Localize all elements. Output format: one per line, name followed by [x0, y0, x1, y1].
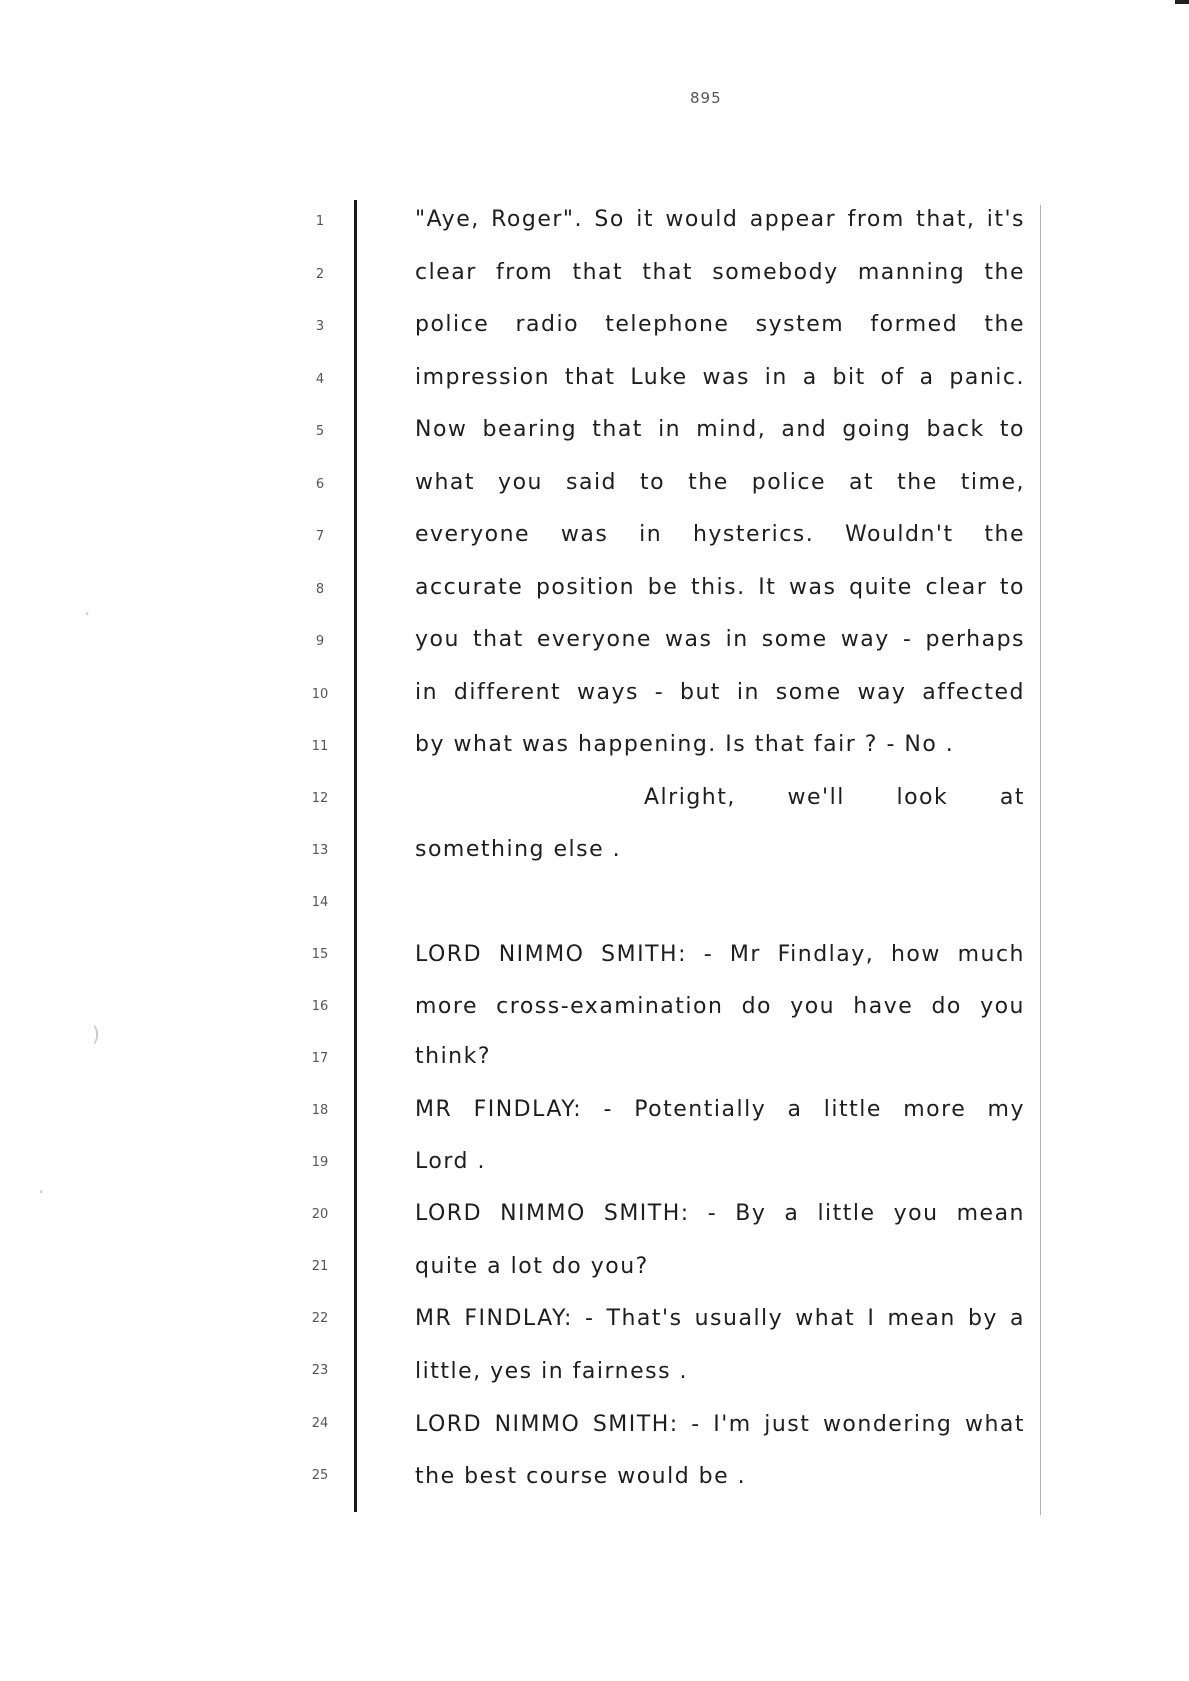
- transcript-line: the best course would be .: [415, 1464, 747, 1489]
- line-number: 17: [311, 1051, 329, 1066]
- scan-artifact: ·: [38, 1180, 45, 1204]
- line-number: 18: [311, 1103, 329, 1118]
- line-number: 1: [315, 214, 325, 229]
- transcript-line: impression that Luke was in a bit of a panic.: [415, 365, 1025, 390]
- transcript-line: something else .: [415, 837, 622, 862]
- line-number: 3: [315, 319, 325, 334]
- margin-rule: [354, 200, 357, 1512]
- line-number: 11: [311, 739, 329, 754]
- line-number: 8: [315, 582, 325, 597]
- transcript-line: clear from that that somebody manning the: [415, 260, 1025, 285]
- page-number: 895: [690, 89, 722, 107]
- transcript-line: think?: [415, 1044, 492, 1069]
- scan-corner-mark: [1175, 0, 1189, 4]
- transcript-line: "Aye, Roger". So it would appear from that, it's: [415, 207, 1025, 232]
- line-number: 24: [311, 1416, 329, 1431]
- line-number: 14: [311, 895, 329, 910]
- line-number: 4: [315, 372, 325, 387]
- transcript-line: Lord .: [415, 1149, 486, 1174]
- line-number: 22: [311, 1311, 329, 1326]
- line-number: 2: [315, 267, 325, 282]
- transcript-line: you that everyone was in some way - perhaps: [415, 627, 1025, 652]
- line-number: 6: [315, 477, 325, 492]
- line-number: 9: [315, 634, 325, 649]
- line-number: 16: [311, 999, 329, 1014]
- line-number: 7: [315, 529, 325, 544]
- transcript-line: by what was happening. Is that fair ? - No .: [415, 732, 955, 757]
- transcript-line: Alright, we'll look at: [644, 785, 1025, 810]
- transcript-line: MR FINDLAY: - Potentially a little more my: [415, 1097, 1025, 1122]
- transcript-line: little, yes in fairness .: [415, 1359, 689, 1384]
- scan-artifact: ): [92, 1022, 100, 1046]
- transcript-line: Now bearing that in mind, and going back to: [415, 417, 1025, 442]
- line-number: 21: [311, 1259, 329, 1274]
- transcript-line: LORD NIMMO SMITH: - By a little you mean: [415, 1201, 1025, 1226]
- line-number: 10: [311, 687, 329, 702]
- line-number: 5: [315, 424, 325, 439]
- line-number: 23: [311, 1363, 329, 1378]
- line-number: 20: [311, 1207, 329, 1222]
- transcript-line: in different ways - but in some way affected: [415, 680, 1025, 705]
- right-rule: [1040, 205, 1041, 1515]
- transcript-line: MR FINDLAY: - That's usually what I mean by a: [415, 1306, 1025, 1331]
- transcript-line: what you said to the police at the time,: [415, 470, 1025, 495]
- line-number: 15: [311, 947, 329, 962]
- transcript-line: everyone was in hysterics. Wouldn't the: [415, 522, 1025, 547]
- transcript-line: police radio telephone system formed the: [415, 312, 1025, 337]
- line-number: 19: [311, 1155, 329, 1170]
- line-number: 25: [311, 1468, 329, 1483]
- line-number: 13: [311, 843, 329, 858]
- transcript-line: LORD NIMMO SMITH: - I'm just wondering what: [415, 1412, 1025, 1437]
- transcript-line: more cross-examination do you have do you: [415, 994, 1025, 1019]
- transcript-line: accurate position be this. It was quite clear to: [415, 575, 1025, 600]
- transcript-line: LORD NIMMO SMITH: - Mr Findlay, how much: [415, 942, 1025, 967]
- line-number: 12: [311, 791, 329, 806]
- transcript-line: quite a lot do you?: [415, 1254, 649, 1279]
- scan-artifact: ·: [84, 602, 91, 626]
